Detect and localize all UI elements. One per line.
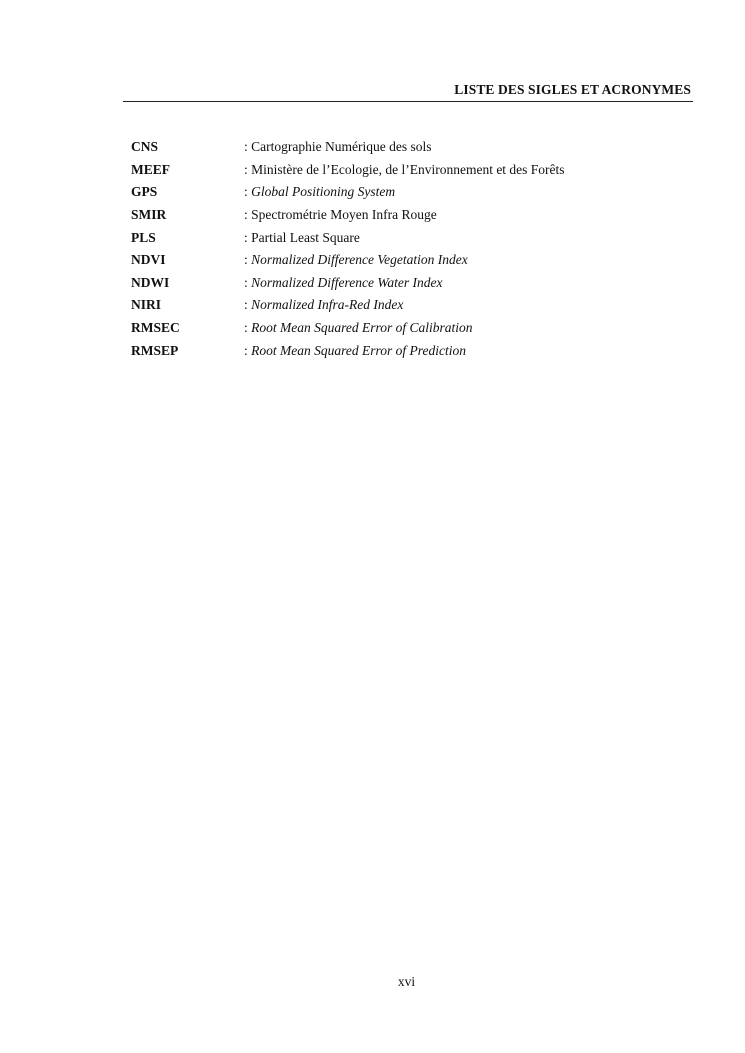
acronym-abbreviation: NIRI xyxy=(131,297,162,313)
acronym-separator: : xyxy=(244,320,248,336)
acronym-definition xyxy=(244,184,691,200)
header-divider xyxy=(123,101,693,102)
acronym-definition xyxy=(244,275,691,291)
acronym-meaning: Root Mean Squared Error of Prediction xyxy=(251,342,466,358)
acronym-meaning: Normalized Difference Water Index xyxy=(251,274,443,290)
acronym-row xyxy=(131,339,691,362)
acronym-abbreviation: MEEF xyxy=(131,161,170,177)
acronym-row xyxy=(131,272,691,295)
acronym-meaning: Global Positioning System xyxy=(251,184,396,200)
acronym-definition xyxy=(244,162,691,178)
acronym-abbreviation: RMSEP xyxy=(131,342,179,358)
acronym-separator: : xyxy=(244,342,248,358)
acronym-abbreviation: RMSEC xyxy=(131,320,180,336)
page-number: xvi xyxy=(397,974,416,989)
acronym-meaning: Root Mean Squared Error of Calibration xyxy=(251,320,473,336)
page-header-title: LISTE DES SIGLES ET ACRONYMES xyxy=(454,82,691,97)
acronym-meaning: Normalized Difference Vegetation Index xyxy=(251,252,468,268)
acronym-separator: : xyxy=(244,252,248,268)
acronym-row xyxy=(131,136,691,159)
acronym-separator: : xyxy=(244,184,248,200)
acronym-definition xyxy=(244,230,691,246)
acronym-meaning: Cartographie Numérique des sols xyxy=(251,139,432,155)
acronym-separator: : xyxy=(244,207,248,223)
acronym-separator: : xyxy=(244,297,248,313)
acronym-separator: : xyxy=(244,229,248,245)
acronym-definition xyxy=(244,320,691,336)
acronym-row xyxy=(131,317,691,340)
acronym-definition xyxy=(244,207,691,223)
acronym-abbreviation: GPS xyxy=(131,184,158,200)
acronym-row xyxy=(131,181,691,204)
acronym-abbreviation: NDVI xyxy=(131,252,166,268)
acronym-abbreviation: PLS xyxy=(131,229,156,245)
acronym-separator: : xyxy=(244,139,248,155)
acronym-meaning: Normalized Infra-Red Index xyxy=(251,297,404,313)
acronym-separator: : xyxy=(244,161,248,177)
acronym-row xyxy=(131,294,691,317)
acronym-abbreviation: NDWI xyxy=(131,274,170,290)
acronym-meaning: Ministère de l’Ecologie, de l’Environnement et des Forêts xyxy=(251,161,565,177)
acronym-separator: : xyxy=(244,274,248,290)
acronym-definition xyxy=(244,297,691,313)
acronym-row xyxy=(131,159,691,182)
acronym-row xyxy=(131,226,691,249)
acronym-definition xyxy=(244,139,691,155)
acronym-abbreviation: SMIR xyxy=(131,207,167,223)
acronym-list xyxy=(131,136,691,362)
acronym-row xyxy=(131,249,691,272)
acronym-definition xyxy=(244,252,691,268)
acronym-definition xyxy=(244,343,691,359)
acronym-row xyxy=(131,204,691,227)
acronym-meaning: Spectrométrie Moyen Infra Rouge xyxy=(251,207,437,223)
acronym-abbreviation: CNS xyxy=(131,139,159,155)
acronym-meaning: Partial Least Square xyxy=(251,229,360,245)
